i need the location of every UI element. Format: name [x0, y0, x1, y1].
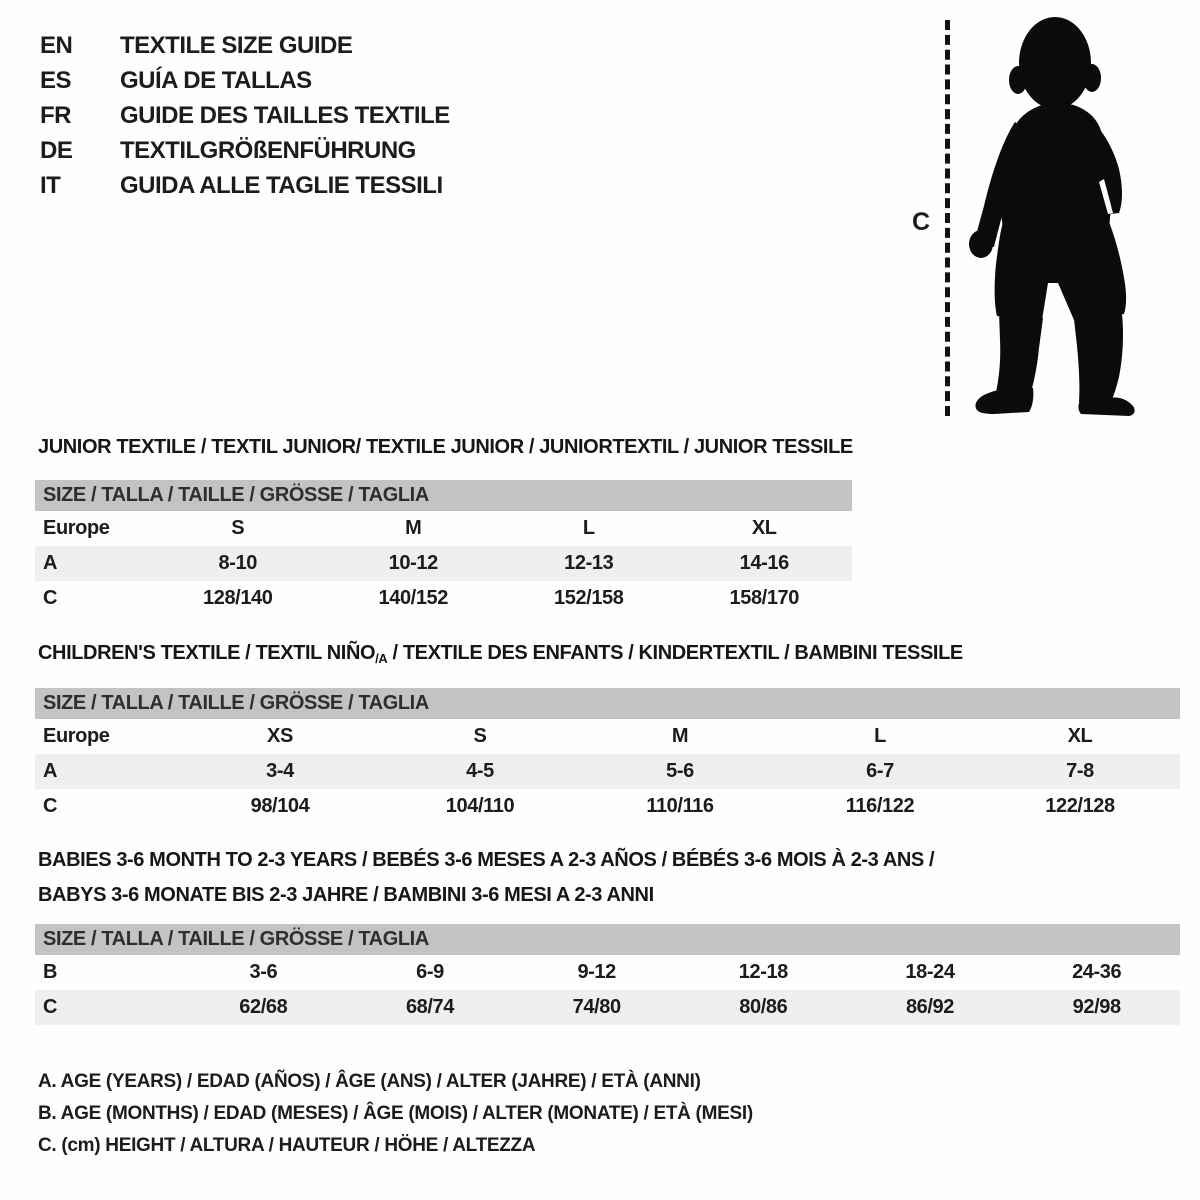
cell: 3-4	[266, 760, 294, 782]
cell: 3-6	[249, 961, 278, 983]
children-title-text: CHILDREN'S TEXTILE / TEXTIL NIÑO	[38, 642, 376, 664]
cell: 128/140	[203, 587, 273, 609]
footnote-c: C. (cm) HEIGHT / ALTURA / HAUTEUR / HÖHE / ALTEZZA	[38, 1135, 536, 1156]
cell: 140/152	[378, 587, 448, 609]
row-label: C	[43, 996, 58, 1018]
measure-key-footnotes	[38, 1066, 753, 1162]
language-code: DE	[40, 136, 73, 164]
language-label: GUIDA ALLE TAGLIE TESSILI	[120, 171, 443, 199]
table-row	[35, 511, 852, 546]
cell: 68/74	[405, 996, 455, 1018]
section-title-junior: JUNIOR TEXTILE / TEXTIL JUNIOR/ TEXTILE JUNIOR / JUNIORTEXTIL / JUNIOR TESSILE	[38, 436, 853, 458]
language-row-de	[40, 133, 450, 168]
cell: 6-9	[416, 961, 444, 983]
cell: 24-36	[1072, 961, 1122, 983]
language-label: TEXTILGRÖßENFÜHRUNG	[120, 136, 416, 164]
cell: S	[473, 725, 487, 747]
children-size-table	[35, 688, 1180, 824]
cell: XL	[751, 517, 777, 539]
cell: S	[231, 517, 245, 539]
cell: M	[671, 725, 689, 747]
cell: 18-24	[905, 961, 955, 983]
language-row-fr	[40, 98, 450, 133]
language-row-en	[40, 28, 450, 63]
size-header-children: SIZE / TALLA / TAILLE / GRÖSSE / TAGLIA	[35, 688, 1180, 719]
cell: 122/128	[1045, 795, 1115, 817]
cell: 14-16	[739, 552, 789, 574]
height-measure-dashed-line	[945, 20, 950, 416]
row-label: A	[43, 760, 58, 782]
table-row	[35, 789, 1180, 824]
junior-size-table	[35, 480, 852, 616]
cell: 116/122	[845, 795, 915, 817]
junior-table-rows	[35, 511, 852, 616]
table-row	[35, 581, 852, 616]
size-header-babies: SIZE / TALLA / TAILLE / GRÖSSE / TAGLIA	[35, 924, 1180, 955]
section-title-babies	[38, 843, 934, 913]
cell: 12-13	[564, 552, 614, 574]
language-code: EN	[40, 31, 73, 59]
size-header-junior: SIZE / TALLA / TAILLE / GRÖSSE / TAGLIA	[35, 480, 852, 511]
table-row	[35, 990, 1180, 1025]
babies-title-line-1: BABIES 3-6 MONTH TO 2-3 YEARS / BEBÉS 3-6 MESES A 2-3 AÑOS / BÉBÉS 3-6 MOIS À 2-3 ANS /	[38, 849, 935, 871]
table-row	[35, 719, 1180, 754]
section-title-children	[38, 642, 963, 665]
language-label: GUIDE DES TAILLES TEXTILE	[120, 101, 450, 129]
row-label: C	[43, 795, 58, 817]
cell: 9-12	[577, 961, 616, 983]
toddler-silhouette-icon	[963, 16, 1141, 420]
footnote-a: A. AGE (YEARS) / EDAD (AÑOS) / ÂGE (ANS) / ALTER (JAHRE) / ETÀ (ANNI)	[38, 1071, 701, 1092]
children-table-rows	[35, 719, 1180, 824]
language-code: FR	[40, 101, 71, 129]
cell: L	[582, 517, 595, 539]
cell: XS	[267, 725, 293, 747]
language-legend	[40, 28, 450, 203]
row-label: Europe	[43, 725, 110, 747]
cell: 152/158	[554, 587, 624, 609]
babies-title-line-2: BABYS 3-6 MONATE BIS 2-3 JAHRE / BAMBINI 3-6 MESI A 2-3 ANNI	[38, 884, 654, 906]
row-label: Europe	[43, 517, 110, 539]
cell: 104/110	[445, 795, 515, 817]
table-row	[35, 754, 1180, 789]
babies-table-rows	[35, 955, 1180, 1025]
cell: 74/80	[572, 996, 621, 1018]
cell: 8-10	[218, 552, 257, 574]
table-row	[35, 955, 1180, 990]
cell: 62/68	[239, 996, 288, 1018]
cell: 12-18	[738, 961, 788, 983]
cell: 98/104	[250, 795, 310, 817]
cell: 6-7	[866, 760, 894, 782]
cell: XL	[1067, 725, 1093, 747]
language-code: ES	[40, 66, 72, 94]
cell: M	[405, 517, 422, 539]
row-label: B	[43, 961, 58, 983]
cell: 5-6	[666, 760, 694, 782]
children-title-text: / TEXTILE DES ENFANTS / KINDERTEXTIL / BAMBINI TESSILE	[387, 642, 963, 664]
children-title-subscript: /A	[375, 651, 388, 666]
footnote-b: B. AGE (MONTHS) / EDAD (MESES) / ÂGE (MOIS) / ALTER (MONATE) / ETÀ (MESI)	[38, 1103, 753, 1124]
cell: 80/86	[739, 996, 788, 1018]
language-row-it	[40, 168, 450, 203]
cell: 158/170	[729, 587, 799, 609]
table-row	[35, 546, 852, 581]
cell: 92/98	[1072, 996, 1121, 1018]
cell: 4-5	[466, 760, 494, 782]
language-label: GUÍA DE TALLAS	[120, 66, 312, 94]
height-measure-label: C	[912, 208, 931, 236]
language-row-es	[40, 63, 450, 98]
cell: 7-8	[1066, 760, 1094, 782]
cell: 110/116	[646, 795, 714, 817]
row-label: A	[43, 552, 58, 574]
cell: 86/92	[905, 996, 955, 1018]
babies-size-table	[35, 924, 1180, 1025]
language-label: TEXTILE SIZE GUIDE	[120, 31, 353, 59]
row-label: C	[43, 587, 58, 609]
language-code: IT	[40, 171, 61, 199]
cell: 10-12	[388, 552, 438, 574]
cell: L	[874, 725, 886, 747]
